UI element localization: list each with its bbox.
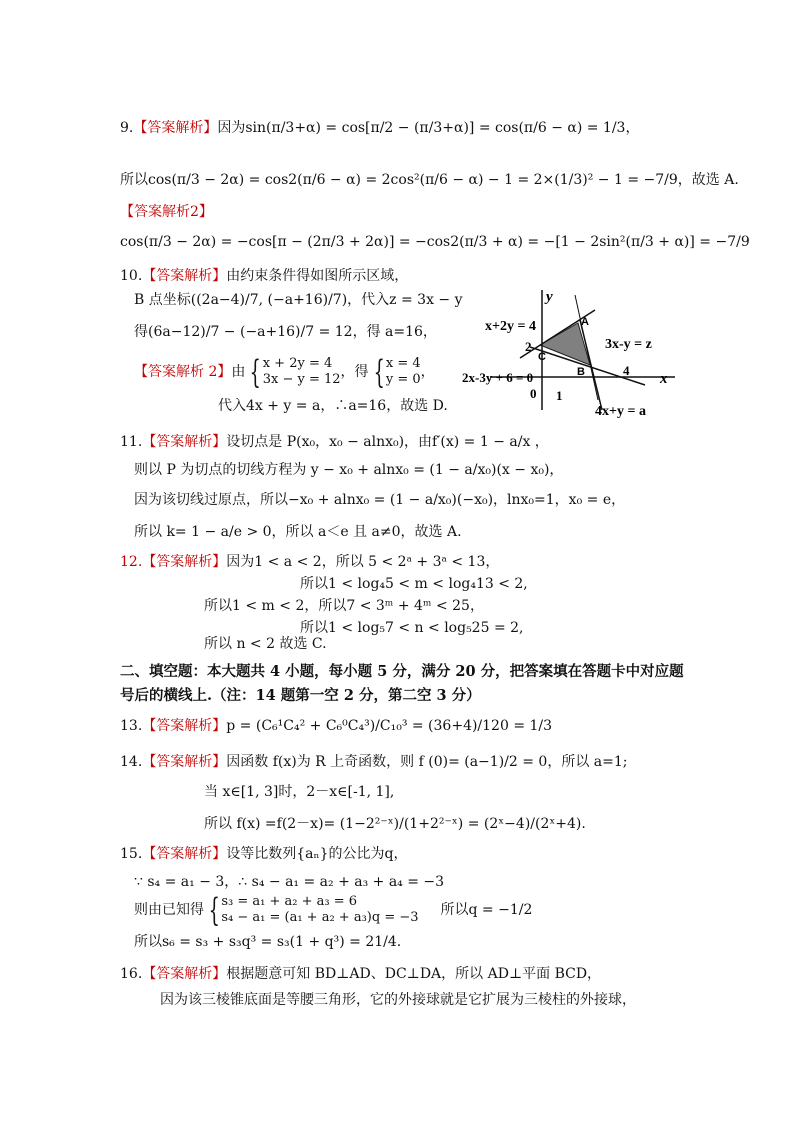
q10-line1	[120, 266, 408, 286]
q10-line2: B 点坐标((2a−4)/7, (−a+16)/7)，代入z = 3x − y	[134, 292, 463, 308]
q10-line5: 代入4x + y = a，∴a=16，故选 D.	[218, 398, 448, 414]
q16-number: 16.	[120, 966, 143, 982]
q10-eq-2: 3x − y = 12	[262, 372, 341, 387]
q13-line1	[120, 716, 552, 736]
q15-eq-1: s₃ = a₁ + a₂ + a₃ = 6	[221, 894, 358, 909]
q15-eq-2: s₄ − a₁ = (a₁ + a₂ + a₃)q = −3	[221, 910, 419, 925]
answer-tag: 【答案解析】	[142, 718, 227, 734]
section2-heading-line2: 号后的横线上.（注：14 题第一空 2 分，第二空 3 分）	[120, 687, 481, 704]
q9-text-1a: 因为sin(	[217, 120, 272, 136]
q11-line2: 则以 P 为切点的切线方程为 y − x₀ + alnx₀ = (1 − a/x₀)(x − x₀)，	[134, 462, 564, 478]
q13-number: 13.	[120, 718, 143, 734]
system-brace: {	[249, 353, 262, 391]
q9-text-1b: π/3+α) = cos[π/2 − (π/3+α)] = cos(π/6 − α) = 1/3，	[271, 120, 640, 136]
q16-text-1: 根据题意可知 BD⊥AD、DC⊥DA，所以 AD⊥平面 BCD，	[226, 966, 602, 982]
answer-tag: 【答案解析】	[142, 754, 227, 770]
q10-system-2	[386, 356, 421, 388]
q10-number: 10.	[120, 268, 143, 284]
q16-line1	[120, 964, 601, 984]
q9-number: 9.	[120, 120, 134, 136]
q11-number: 11.	[120, 434, 143, 450]
q10-line4	[134, 353, 435, 391]
graph-label-line3: 2x-3y + 6 = 0	[462, 370, 534, 385]
q10-system-1	[263, 356, 341, 388]
graph-label-line2: 3x-y = z	[605, 337, 652, 352]
graph-label-0: 0	[530, 386, 537, 401]
answer-tag: 【答案解析】	[142, 554, 227, 570]
q15-text-1: 设等比数列{aₙ}的公比为q，	[226, 846, 408, 862]
q16-line2: 因为该三棱锥底面是等腰三角形，它的外接球就是它扩展为三棱柱的外接球，	[160, 992, 636, 1008]
q14-line2: 当 x∈[1, 3]时，2－x∈[-1, 1],	[204, 784, 395, 800]
answer-tag: 【答案解析】	[142, 268, 227, 284]
q9-line3: cos(π/3 − 2α) = −cos[π − (2π/3 + 2α)] = −cos2(π/3 + α) = −[1 − 2sin²(π/3 + α)] = −7/9	[120, 234, 750, 250]
q9-line2: 所以cos(π/3 − 2α) = cos2(π/6 − α) = 2cos²(π/6 − α) − 1 = 2×(1/3)² − 1 = −7/9，故选 A.	[120, 172, 739, 188]
q14-line3: 所以 f(x) =f(2－x)= (1−2²⁻ˣ)/(1+2²⁻ˣ) = (2ˣ−4)/(2ˣ+4).	[204, 816, 586, 832]
feasible-region-graph	[462, 285, 680, 420]
q15-line4: 所以s₆ = s₃ + s₃q³ = s₃(1 + q³) = 21/4.	[134, 934, 402, 950]
q15-text-3b: 所以q = −1/2	[440, 902, 533, 918]
q15-number: 15.	[120, 846, 143, 862]
q10-eq-4: y = 0	[385, 372, 421, 387]
answer-tag: 【答案解析】	[142, 966, 227, 982]
system-brace: {	[373, 353, 385, 391]
q11-text-1: 设切点是 P(x₀，x₀ − alnx₀)，由f′(x) = 1 − a/x ，	[226, 434, 549, 450]
graph-label-C: C	[538, 351, 546, 363]
graph-label-y: y	[546, 289, 553, 305]
q12-line2: 所以1 < log₄5 < m < log₄13 < 2,	[300, 576, 528, 592]
q12-line1	[120, 552, 499, 572]
section2-heading-line1: 二、填空题：本大题共 4 小题，每小题 5 分，满分 20 分，把答案填在答题卡中对应题	[120, 663, 684, 680]
q11-line4: 所以 k= 1 − a/e > 0，所以 a＜e 且 a≠0，故选 A.	[134, 524, 462, 540]
q14-text-1: 因函数 f(x)为 R 上奇函数，则 f (0)= (a−1)/2 = 0，所以 a=1;	[226, 754, 628, 770]
answer-tag: 【答案解析】	[142, 434, 227, 450]
graph-label-line4: 4x+y = a	[595, 404, 646, 419]
q15-line2: ∵ s₄ = a₁ − 3，∴ s₄ − a₁ = a₂ + a₃ + a₄ = −3	[134, 874, 445, 890]
q12-line3: 所以1 < m < 2，所以7 < 3ᵐ + 4ᵐ < 25，	[204, 598, 484, 614]
graph-label-x: x	[660, 371, 668, 387]
q12-text-1: 因为1 < a < 2，所以 5 < 2ᵃ + 3ᵃ < 13，	[226, 554, 500, 570]
q9-line1	[120, 118, 639, 138]
graph-label-B: B	[577, 366, 585, 378]
answer-tag: 【答案解析】	[142, 846, 227, 862]
q14-line1	[120, 752, 627, 772]
q13-text-1: p = (C₆¹C₄² + C₆⁰C₄³)/C₁₀³ = (36+4)/120 = 1/3	[226, 718, 553, 734]
q12-number: 12.	[120, 554, 143, 570]
graph-label-line1: x+2y = 4	[485, 319, 536, 334]
q10-line3: 得(6a−12)/7 − (−a+16)/7 = 12，得 a=16，	[134, 324, 437, 340]
graph-label-4: 4	[623, 363, 630, 378]
q10-text-1: 由约束条件得如图所示区域，	[226, 268, 409, 284]
graph-label-1: 1	[556, 388, 563, 403]
q15-line1	[120, 844, 407, 864]
q10-text-4a: 由	[231, 364, 246, 380]
q15-system	[221, 894, 418, 926]
q12-line4: 所以1 < log₅7 < n < log₅25 = 2,	[300, 620, 524, 636]
graph-label-2: 2	[525, 339, 532, 354]
answer-tag: 【答案解析】	[133, 120, 218, 136]
q10-eq-3: x = 4	[385, 356, 421, 371]
answer-tag-2: 【答案解析2】	[120, 204, 213, 220]
q14-number: 14.	[120, 754, 143, 770]
q10-text-4c: ，	[420, 364, 435, 380]
system-brace: {	[208, 891, 220, 929]
q11-line3: 因为该切线过原点，所以−x₀ + alnx₀ = (1 − a/x₀)(−x₀)，lnx₀=1，x₀ = e，	[134, 492, 626, 508]
q15-text-3a: 则由已知得	[134, 902, 204, 918]
q11-line1	[120, 432, 549, 452]
q10-text-4b: ，得	[340, 364, 369, 380]
q12-line5: 所以 n < 2 故选 C.	[204, 636, 327, 652]
graph-label-A: A	[581, 316, 589, 328]
answer-tag-2: 【答案解析 2】	[134, 364, 232, 380]
q10-eq-1: x + 2y = 4	[262, 356, 333, 371]
q15-line3	[134, 891, 533, 929]
